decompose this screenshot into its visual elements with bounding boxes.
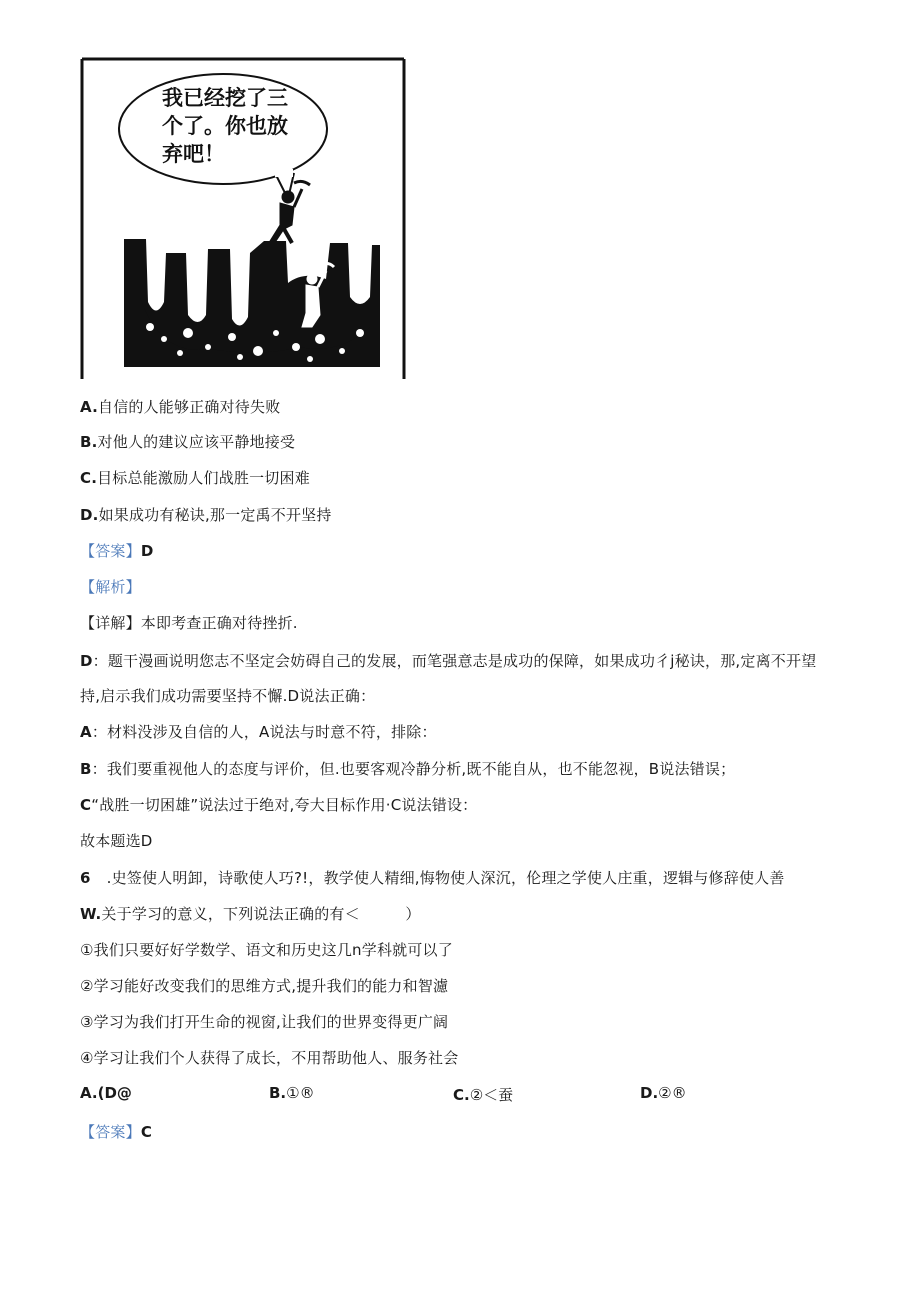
q6-item-3: ③学习为我们打开生命的视窗,让我们的世界变得更广阔 (80, 1013, 449, 1031)
option-b (80, 432, 295, 452)
option-c (80, 468, 310, 488)
q6-number: 6 (80, 869, 91, 887)
q6-answer-row (80, 1122, 152, 1142)
option-a-text: 自信的人能够正确对待失败 (98, 398, 281, 416)
q6-choice-b (269, 1084, 315, 1102)
speech-line-3: 弃吧！ (162, 142, 225, 166)
q6-choices (0, 1084, 920, 1104)
explain-d-key: D (80, 652, 93, 670)
q6-stem-line-1 (80, 868, 785, 888)
q6-choice-d (640, 1084, 687, 1102)
option-a (80, 397, 280, 417)
q6-choice-c-key: C. (453, 1086, 470, 1104)
q6-item-1: ①我们只要好好学数学、语文和历史这几n学科就可以了 (80, 941, 453, 959)
q6-choice-c-text: ②＜蚕 (469, 1086, 514, 1104)
comic-illustration (80, 57, 406, 379)
q6-choice-b-text: ①® (286, 1084, 315, 1102)
option-d (80, 505, 332, 525)
analysis-row (80, 577, 141, 597)
explain-b-key: B (80, 760, 92, 778)
option-d-key: D. (80, 506, 99, 524)
explain-a-text: ：材料没涉及自信的人，A说法与时意不符，排除： (91, 723, 437, 741)
explain-d-line-2: 持,启示我们成功需要坚持不懈.D说法正确： (80, 687, 376, 705)
explain-d-line-1 (80, 651, 816, 671)
explain-a-key: A (80, 723, 92, 741)
explain-c-key: C (80, 796, 92, 814)
answer-row (80, 541, 153, 561)
explain-d-text: ：题干漫画说明您志不坚定会妨碍自己的发展，而笔强意志是成功的保障，如果成功彳j秘诀，那,定离不开望 (92, 652, 817, 670)
option-a-key: A. (80, 398, 98, 416)
q6-stem-text-1: .史签使人明卸，诗歌使人巧?!，教学使人精细,悔物使人深沉，伦理之学使人庄重，逻辑与修辞使人善 (106, 869, 785, 887)
explain-b-line (80, 759, 735, 779)
q6-item-2: ②学习能好改变我们的思维方式,提升我们的能力和智濾 (80, 977, 449, 995)
q6-choice-b-key: B. (269, 1084, 287, 1102)
option-c-key: C. (80, 469, 98, 487)
option-c-text: 目标总能激励人们战胜一切困难 (97, 469, 310, 487)
speech-line-2: 个了。你也放 (162, 114, 288, 138)
explain-a-line (80, 722, 437, 742)
q6-choice-a-text: (D@ (97, 1084, 132, 1102)
option-d-text: 如果成功有秘诀,那一定禹不开坚持 (98, 506, 332, 524)
answer-tag: 【答案】 (80, 542, 141, 560)
q6-stem-line-2 (80, 904, 421, 924)
q6-answer-value: C (140, 1123, 153, 1141)
option-b-text: 对他人的建议应该平静地接受 (97, 433, 296, 451)
comic-drawing (80, 57, 406, 379)
q6-stem-text-2: 关于学习的意义，下列说法正确的有＜ ） (101, 905, 421, 923)
explain-c-line (80, 795, 477, 815)
q6-choice-a-key: A. (80, 1084, 98, 1102)
speech-line-1: 我已经挖了三 (162, 86, 288, 110)
q6-item-4: ④学习让我们个人获得了成长，不用帮助他人、服务社会 (80, 1049, 459, 1067)
q6-choice-d-key: D. (640, 1084, 659, 1102)
detail-row: 【详解】本即考查正确对待挫折. (80, 614, 298, 632)
option-b-key: B. (80, 433, 98, 451)
analysis-tag: 【解析】 (80, 578, 141, 596)
answer-value: D (140, 542, 154, 560)
explain-c-text: “战胜一切困雄”说法过于绝对,夸大目标作用·C说法错设： (91, 796, 478, 814)
q6-stem-key: W. (80, 905, 102, 923)
q6-choice-c (453, 1084, 513, 1105)
explain-b-text: ：我们要重视他人的态度与评价，但.也要客观冷静分析,既不能自从，也不能忽视，B说法错误； (91, 760, 736, 778)
q6-choice-a (80, 1084, 132, 1102)
q6-answer-tag: 【答案】 (80, 1123, 141, 1141)
conclusion-line: 故本题选D (80, 832, 153, 850)
q6-choice-d-text: ②® (658, 1084, 687, 1102)
